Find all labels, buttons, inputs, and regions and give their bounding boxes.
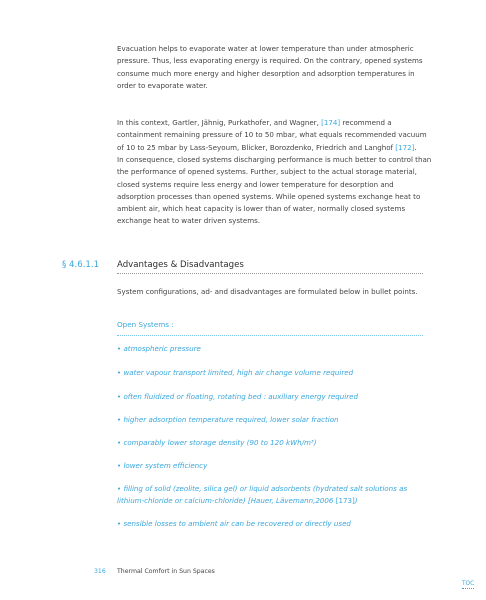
bullet-item: • lower system efficiency [117,461,208,470]
bullet-item: • often fluidized or floating, rotating bed : auxiliary energy required [117,392,359,401]
citation-link[interactable]: [174] [321,118,341,127]
toc-link[interactable]: TOC [462,581,475,587]
bullet-text: ) [354,495,358,505]
citation-link[interactable]: [173] [335,495,355,505]
bullet-item: • water vapour transport limited, high air change volume required [117,368,354,377]
paragraph-evacuation [117,43,433,92]
running-footer-title: Thermal Comfort in Sun Spaces [117,568,215,575]
subheading-open-systems: Open Systems : [117,320,174,329]
bullet-text: • filling of solid (zeolite, silica gel) or liquid adsorbents (hydrated salt solutions as lithium-chloride or calcium-chloride) [Hauer, Lävemann,2006 [117,484,408,505]
bullet-item: • higher adsorption temperature required, lower solar fraction [117,415,339,424]
section-title: Advantages & Disadvantages [117,260,244,270]
section-number: § 4.6.1.1 [62,260,100,270]
page-number: 316 [94,568,106,575]
subheading-divider [117,335,423,336]
bullet-item [117,483,427,506]
bullet-item: • comparably lower storage density (90 to 120 kWh/m³) [117,438,317,447]
paragraph-text: Evacuation helps to evaporate water at lower temperature than under atmospheric pressure. Thus, less evaporating energy is required. On the contrary, opened systems consume much more energy and higher desorption and adsorption temperatures in order to evaporate water. [117,44,423,90]
paragraph-text: In this context, Gartler, Jähnig, Purkathofer, and Wagner, [117,118,322,127]
paragraph-text: In consequence, closed systems discharging performance is much better to control than the performance of opened systems. Further, subject to the actual storage material, closed systems require less energy and lower temperature for desorption and adsorption processes than opened systems. While opened systems exchange heat to ambient air, which heat capacity is lower than of water, normally closed systems exchange heat to water driven systems. [117,155,432,226]
citation-link[interactable]: [172] [395,142,415,152]
paragraph-text: recommend a containment remaining pressure of 10 to 50 mbar, what equals recommended vacuum of 10 to 25 mbar by Lass-Seyoum, Blicker, Borozdenko, Friedrich and Langhof [117,118,427,152]
bullet-item: • sensible losses to ambient air can be recovered or directly used [117,519,351,528]
intro-text: System configurations, ad- and disadvantages are formulated below in bullet points. [117,287,418,296]
section-divider [117,273,423,274]
paragraph-context [117,117,433,154]
bullet-item: • atmospheric pressure [117,344,201,353]
paragraph-consequence [117,154,433,228]
paragraph-text: . [414,142,417,152]
